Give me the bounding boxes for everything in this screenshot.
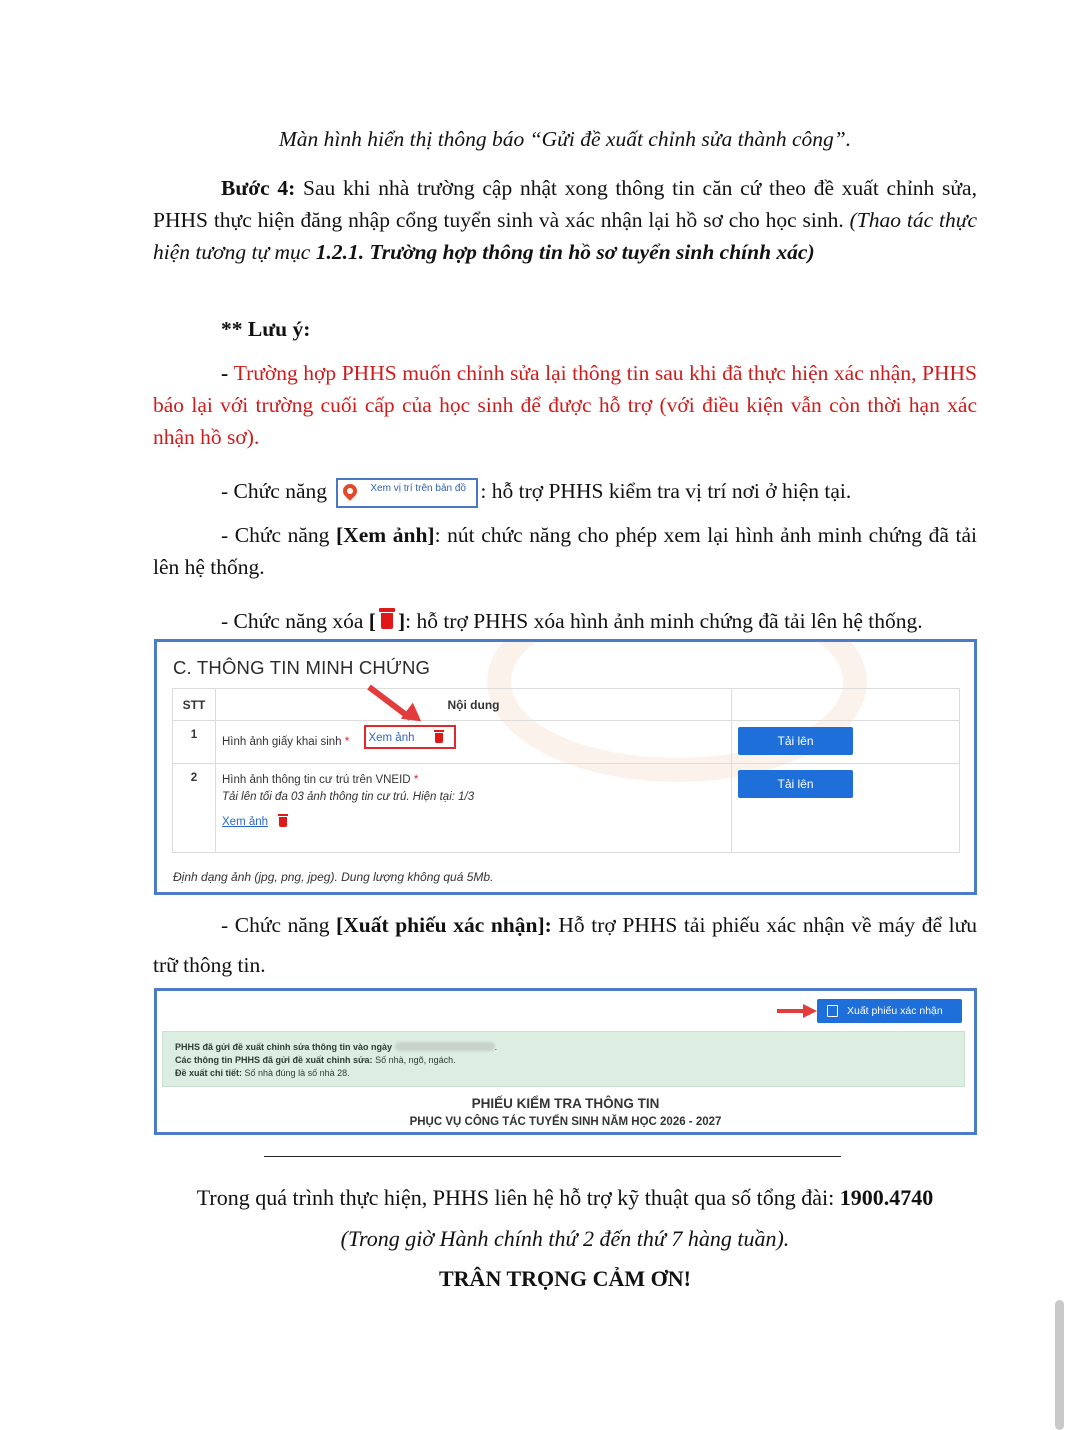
func-export-paragraph [153,905,977,985]
notice-line-3-label: Đề xuất chi tiết: [175,1068,243,1078]
step-4-note-prefix: (Thao tác thực hiện tương tự mục [153,208,977,264]
map-location-button[interactable] [336,478,478,508]
step-4-paragraph [153,172,977,268]
func-view-name: [Xem ảnh] [336,523,435,547]
func-export-prefix: - Chức năng [221,913,337,937]
func-delete-open: [ [368,609,376,633]
trash-icon[interactable] [434,730,444,743]
func-map-paragraph [153,473,977,509]
format-note: Định dạng ảnh (jpg, png, jpeg). Dung lượng không quá 5Mb. [173,870,494,884]
view-image-link[interactable]: Xem ảnh [222,816,269,828]
step-4-label: Bước 4: [221,176,296,200]
table-row [173,721,960,764]
step-4-text: Sau khi nhà trường cập nhật xong thông tin căn cứ theo đề xuất chỉnh sửa, PHHS thực hiện đăng nhập cổng tuyển sinh và xác nhận lại hồ sơ cho học sinh. [153,176,977,232]
func-export-suffix: Hỗ trợ PHHS tải phiếu xác nhận về máy để lưu trữ thông tin. [153,913,977,977]
func-delete-paragraph [153,603,977,639]
divider [264,1156,841,1157]
note-dash: - [221,361,234,385]
view-image-link[interactable]: Xem ảnh [368,732,415,744]
redacted-date [395,1042,495,1051]
export-screenshot [154,988,977,1135]
notice-line-2-value: Số nhà, ngõ, ngách. [372,1055,456,1065]
required-mark: * [413,774,419,786]
trash-icon[interactable] [278,814,288,827]
note-paragraph [153,357,977,453]
func-view-paragraph [153,519,977,583]
row-stt: 1 [190,729,198,741]
notice-line-1-end: . [494,1042,498,1052]
notice-line-2-label: Các thông tin PHHS đã gửi đề xuất chỉnh sửa: [175,1055,373,1065]
func-map-suffix: : hỗ trợ PHHS kiểm tra vị trí nơi ở hiện tại. [480,479,852,503]
note-heading: ** Lưu ý: [221,317,311,341]
evidence-screenshot [154,639,977,895]
required-mark: * [344,736,350,748]
col-content-header: Nội dung [216,689,732,721]
contact-line [153,1182,977,1214]
contact-phone: 1900.4740 [839,1185,934,1210]
scrollbar[interactable] [1055,1300,1064,1430]
pointer-arrow-head [803,1004,817,1018]
contact-text: Trong quá trình thực hiện, PHHS liên hệ hỗ trợ kỹ thuật qua số tổng đài: [196,1185,840,1210]
upload-button[interactable]: Tải lên [738,727,853,755]
map-button-label: Xem vị trí trên bản đồ [370,483,466,495]
col-action-header [732,689,960,721]
row-content [216,764,731,831]
step-4-note-ref: 1.2.1. Trường hợp thông tin hồ sơ tuyển sinh chính xác) [315,240,815,264]
table-row [173,764,960,853]
row-label: Hình ảnh giấy khai sinh [222,736,342,748]
upload-button[interactable]: Tải lên [738,770,853,798]
row-content [216,721,731,753]
func-map-prefix: - Chức năng [221,479,333,503]
row-label: Hình ảnh thông tin cư trú trên VNEID [222,774,411,786]
func-delete-suffix: : hỗ trợ PHHS xóa hình ảnh minh chứng đã tải lên hệ thống. [405,609,923,633]
func-delete-close: ] [397,609,406,633]
evidence-title: C. THÔNG TIN MINH CHỨNG [173,657,431,678]
notice-line-1-label: PHHS đã gửi đề xuất chỉnh sửa thông tin vào ngày [175,1042,393,1052]
func-export-name: [Xuất phiếu xác nhận]: [336,913,552,937]
notice-line-3-value: Số nhà đúng là số nhà 28. [242,1068,350,1078]
export-button-label: Xuất phiếu xác nhận [847,1005,943,1017]
document-export-icon [827,1005,838,1017]
row-stt: 2 [190,772,198,784]
highlight-box [364,725,456,749]
map-pin-icon [340,481,360,501]
note-red-text: Trường hợp PHHS muốn chỉnh sửa lại thông tin sau khi đã thực hiện xác nhận, PHHS báo lại với trường cuối cấp của học sinh để được hỗ trợ (với điều kiện vẫn còn thời hạn xác nhận hồ sơ). [153,361,977,449]
func-view-prefix: - Chức năng [221,523,337,547]
form-subtitle: PHỤC VỤ CÔNG TÁC TUYỂN SINH NĂM HỌC 2026 - 2027 [409,1116,722,1128]
func-delete-prefix: - Chức năng xóa [221,609,369,633]
contact-hours: (Trong giờ Hành chính thứ 2 đến thứ 7 hàng tuần). [340,1226,790,1251]
col-stt-header: STT [173,689,216,721]
row-hint: Tải lên tối đa 03 ảnh thông tin cư trú. Hiện tại: 1/3 [222,791,475,803]
thanks-line: TRÂN TRỌNG CẢM ƠN! [439,1266,691,1291]
figure-caption: Màn hình hiển thị thông báo “Gửi đề xuất chỉnh sửa thành công”. [278,127,852,151]
func-view-suffix: : nút chức năng cho phép xem lại hình ảnh minh chứng đã tải lên hệ thống. [153,523,977,579]
evidence-table [172,688,960,853]
table-header-row [173,689,960,721]
edit-request-notice [162,1031,965,1087]
export-confirmation-button[interactable] [817,999,962,1023]
form-title: PHIẾU KIỂM TRA THÔNG TIN [471,1096,660,1111]
trash-icon[interactable] [379,608,395,630]
